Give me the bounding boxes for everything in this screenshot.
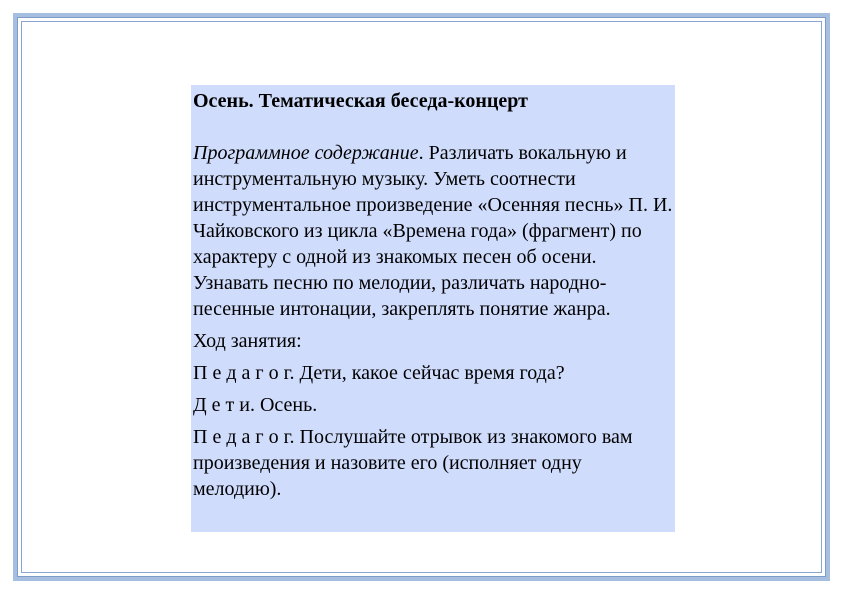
speaker-teacher: П е д а г о г. — [193, 362, 295, 384]
program-text: . Различать вокальную и инструментальную музыку. Уметь соотнести инструментальное произведение «Осенняя песнь» П. И. Чайковского из цикла «Времена года» (фрагмент) по характеру с одной из знакомых песен об осени. Узнавать песню по мелодии, различать народно-песенные интонации, закреплять понятие жанра. — [193, 142, 673, 320]
line-text: Осень. — [254, 394, 318, 416]
course-heading: Ход занятия: — [193, 330, 302, 352]
line-text: Дети, какое сейчас время года? — [294, 362, 565, 384]
blank-line — [193, 114, 673, 140]
speaker-teacher: П е д а г о г. — [193, 426, 295, 448]
speaker-children: Д е т и. — [193, 394, 255, 416]
program-paragraph — [193, 140, 673, 322]
text-box — [191, 85, 675, 532]
lesson-title: Осень. Тематическая беседа-концерт — [193, 90, 528, 112]
dialogue-line-3 — [193, 424, 673, 502]
dialogue-line-2 — [193, 392, 673, 418]
line-text: Послушайте отрывок из знакомого вам произведения и назовите его (исполняет одну мелодию). — [193, 426, 633, 500]
dialogue-line-1 — [193, 360, 673, 386]
program-label: Программное содержание — [193, 142, 419, 164]
